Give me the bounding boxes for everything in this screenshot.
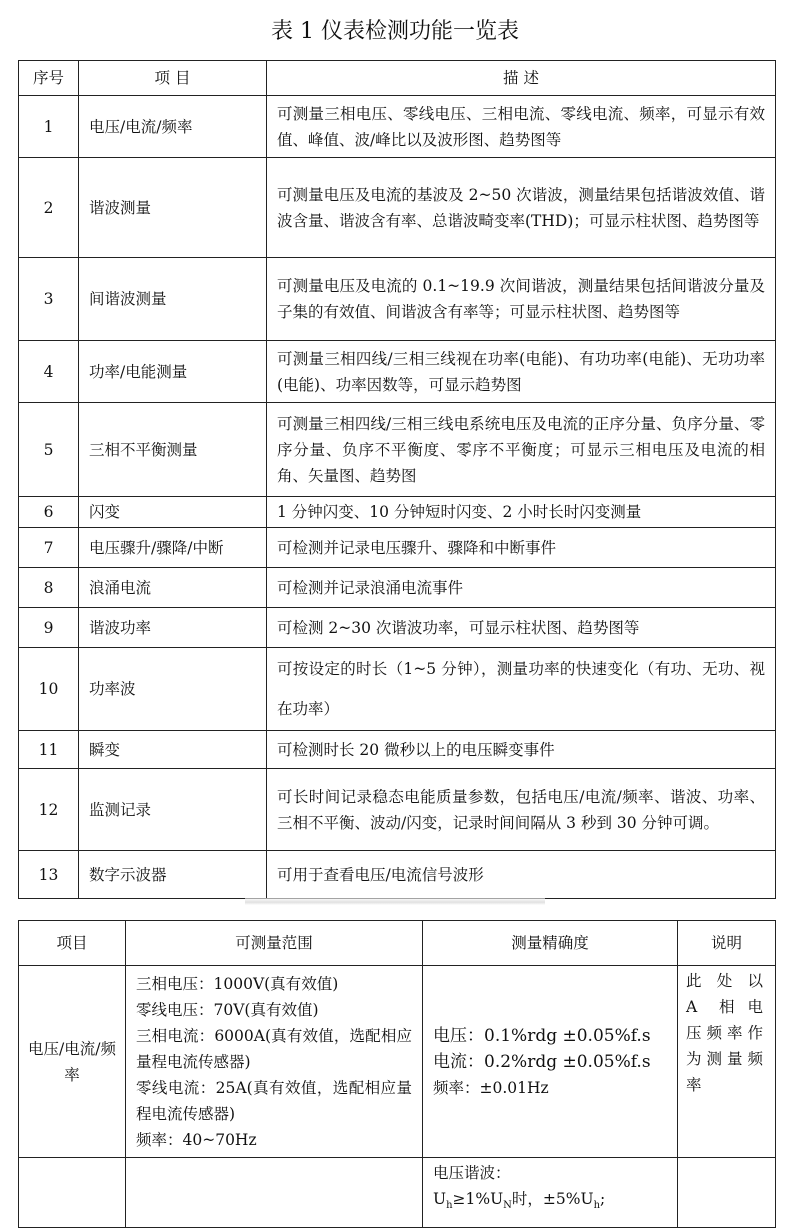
row-description: 可长时间记录稳态电能质量参数，包括电压/电流/频率、谐波、功率、三相不平衡、波动/闪变，记录时间间隔从 3 秒到 30 分钟可调。 [267,769,776,851]
row-item: 谐波功率 [79,608,267,648]
header-accuracy: 测量精确度 [423,921,678,966]
text: h [446,1200,453,1212]
row-number: 9 [19,608,79,648]
row-item: 功率/电能测量 [79,341,267,403]
table-row [19,96,776,158]
table-row [19,258,776,341]
text: ≥1%U [452,1190,504,1208]
accuracy-cell [423,966,678,1158]
row-number: 13 [19,851,79,899]
row-item: 电压骤升/骤降/中断 [79,528,267,568]
row-item: 谐波测量 [79,158,267,258]
row-number: 7 [19,528,79,568]
row-description: 可测量三相四线/三相三线视在功率(电能)、有功功率(电能)、无功功率(电能)、功率因数等，可显示趋势图 [267,341,776,403]
table2-caption-cropped [245,898,545,905]
row-item: 间谐波测量 [79,258,267,341]
accuracy-line: 电流：0.2%rdg ±0.05%f.s [433,1051,651,1072]
item-cell [19,1158,126,1228]
row-number: 12 [19,769,79,851]
table-row [19,158,776,258]
accuracy-line: 电压谐波： [433,1164,511,1182]
table-row [19,1158,776,1228]
row-item: 数字示波器 [79,851,267,899]
table-row [19,568,776,608]
text: U [433,1190,447,1208]
row-description: 可用于查看电压/电流信号波形 [267,851,776,899]
row-item: 三相不平衡测量 [79,403,267,497]
row-number: 2 [19,158,79,258]
row-number: 10 [19,648,79,731]
header-item: 项目 [19,921,126,966]
range-line: 频率：40~70Hz [136,1130,257,1149]
table-row [19,648,776,731]
table-row [19,341,776,403]
range-line: 三相电压：1000V(真有效值) [136,974,339,993]
row-number: 5 [19,403,79,497]
table-row [19,608,776,648]
header-item: 项 目 [79,61,267,96]
spec-table [18,920,776,1228]
text: h [593,1200,601,1212]
row-description: 可按设定的时长（1~5 分钟），测量功率的快速变化（有功、无功、视在功率） [267,648,776,731]
function-table [18,60,776,899]
row-description: 可测量电压及电流的基波及 2~50 次谐波，测量结果包括谐波效值、谐波含量、谐波含有率、总谐波畸变率(THD)；可显示柱状图、趋势图等 [267,158,776,258]
range-cell [126,1158,423,1228]
row-description: 可检测 2~30 次谐波功率，可显示柱状图、趋势图等 [267,608,776,648]
row-item: 功率波 [79,648,267,731]
row-item: 闪变 [79,497,267,528]
note-cell: 此处以 A 相电压频率作为测量频率 [678,966,776,1158]
table-header-row [19,61,776,96]
row-item: 浪涌电流 [79,568,267,608]
table-row [19,731,776,769]
row-number: 1 [19,96,79,158]
range-line: 零线电压：70V(真有效值) [136,1000,319,1019]
table-row [19,769,776,851]
row-description: 可检测并记录浪涌电流事件 [267,568,776,608]
item-cell: 电压/电流/频率 [19,966,126,1158]
text: ; [600,1190,606,1208]
row-description: 可测量电压及电流的 0.1~19.9 次间谐波，测量结果包括间谐波分量及子集的有效值、间谐波含有率等；可显示柱状图、趋势图等 [267,258,776,341]
note-cell [678,1158,776,1228]
header-no: 序号 [19,61,79,96]
row-number: 6 [19,497,79,528]
accuracy-cell [423,1158,678,1228]
row-number: 3 [19,258,79,341]
row-number: 8 [19,568,79,608]
accuracy-line: 频率：±0.01Hz [433,1078,549,1097]
table-row [19,528,776,568]
table-row [19,403,776,497]
table-row [19,966,776,1158]
table-header-row [19,921,776,966]
header-range: 可测量范围 [126,921,423,966]
range-cell [126,966,423,1158]
row-item: 监测记录 [79,769,267,851]
row-description: 可检测时长 20 微秒以上的电压瞬变事件 [267,731,776,769]
row-item: 电压/电流/频率 [79,96,267,158]
row-description: 可检测并记录电压骤升、骤降和中断事件 [267,528,776,568]
row-number: 4 [19,341,79,403]
row-description: 可测量三相四线/三相三线电系统电压及电流的正序分量、负序分量、零序分量、负序不平衡度、零序不平衡度；可显示三相电压及电流的相角、矢量图、趋势图 [267,403,776,497]
text: N [503,1200,512,1212]
range-line: 零线电流：25A(真有效值，选配相应量程电流传感器) [136,1078,412,1123]
header-note: 说明 [678,921,776,966]
row-number: 11 [19,731,79,769]
row-item: 瞬变 [79,731,267,769]
header-desc: 描 述 [267,61,776,96]
row-description: 1 分钟闪变、10 分钟短时闪变、2 小时长时闪变测量 [267,497,776,528]
accuracy-line [433,1186,667,1219]
table1-title: 表 1 仪表检测功能一览表 [271,19,519,44]
text: 时，±5%U [511,1190,594,1208]
accuracy-line: 电压：0.1%rdg ±0.05%f.s [433,1025,651,1046]
table-row [19,497,776,528]
table-row [19,851,776,899]
range-line: 三相电流：6000A(真有效值，选配相应量程电流传感器) [136,1026,412,1071]
row-description: 可测量三相电压、零线电压、三相电流、零线电流、频率，可显示有效值、峰值、波/峰比以及波形图、趋势图等 [267,96,776,158]
